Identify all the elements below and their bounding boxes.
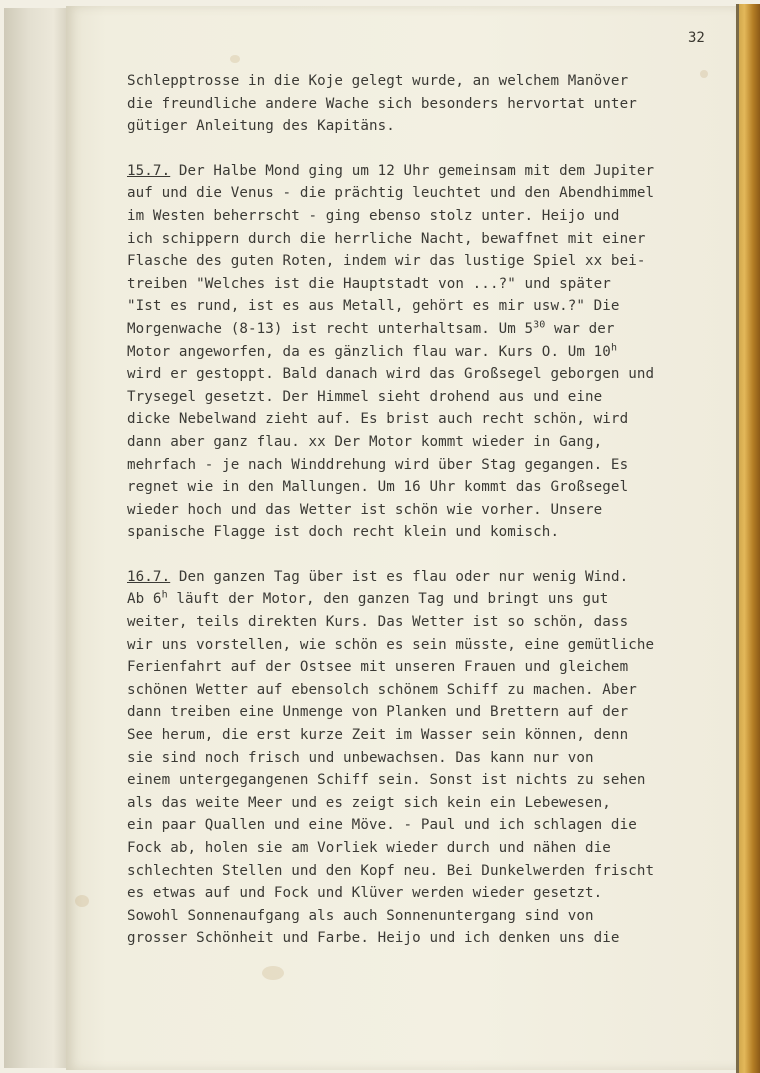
text-line: treiben "Welches ist die Hauptstadt von ...?" und später — [127, 275, 611, 292]
text-line: Morgenwache (8-13) ist recht unterhaltsam. Um $5^{30}$ war der — [127, 319, 615, 337]
text-line: Trysegel gesetzt. Der Himmel sieht drohend aus und eine — [127, 388, 603, 405]
text-line: grosser Schönheit und Farbe. Heijo und ich denken uns die — [127, 930, 620, 947]
text-line: wir uns vorstellen, wie schön es sein müsste, eine gemütliche — [127, 636, 655, 653]
text-line: weiter, teils direkten Kurs. Das Wetter ist so schön, dass — [127, 614, 629, 631]
text-line: Ferienfahrt auf der Ostsee mit unseren Frauen und gleichem — [127, 659, 629, 676]
page-number: 32 — [688, 30, 705, 46]
text-line: spanische Flagge ist doch recht klein und komisch. — [127, 524, 560, 541]
text-line: einem untergegangenen Schiff sein. Sonst ist nichts zu sehen — [127, 772, 646, 789]
text-line: es etwas auf und Fock und Klüver werden wieder gesetzt. — [127, 885, 603, 902]
left-page-edge — [4, 8, 67, 1068]
text-line: Fock ab, holen sie am Vorliek wieder durch und nähen die — [127, 840, 611, 856]
text-line: "Ist es rund, ist es aus Metall, gehört es mir usw.?" Die — [127, 298, 620, 315]
stain — [262, 966, 284, 980]
text-line: als das weite Meer und es zeigt sich kein ein Lebewesen, — [127, 794, 611, 811]
text-line: dann aber ganz flau. xx Der Motor kommt wieder in Gang, — [127, 433, 603, 450]
text-line: schlechten Stellen und den Kopf neu. Bei Dunkelwerden frischt — [127, 862, 655, 879]
text-line: mehrfach - je nach Winddrehung wird über Stag gegangen. Es — [127, 456, 629, 473]
text-line: dicke Nebelwand zieht auf. Es brist auch recht schön, wird — [127, 411, 629, 428]
text-line: Ab 6$^h$ läuft der Motor, den ganzen Tag und bringt uns gut — [127, 589, 609, 608]
text-line: auf und die Venus - die prächtig leuchtet und den Abendhimmel — [127, 185, 655, 202]
text-line: ein paar Quallen und eine Möve. - Paul und ich schlagen die — [127, 817, 637, 834]
text-line: wieder hoch und das Wetter ist schön wie vorher. Unsere — [127, 501, 603, 518]
text-line: See herum, die erst kurze Zeit im Wasser sein können, denn — [127, 727, 629, 744]
text-line: Sowohl Sonnenaufgang als auch Sonnenuntergang sind von — [127, 907, 594, 924]
text-line: im Westen beherrscht - ging ebenso stolz unter. Heijo und — [127, 207, 620, 224]
text-line: 16.7. Den ganzen Tag über ist es flau oder nur wenig Wind. — [127, 568, 629, 585]
stain — [75, 895, 89, 907]
text-line: Motor angeworfen, da es gänzlich flau war. Kurs O. Um 10$^h$ — [127, 341, 618, 360]
text-line: schönen Wetter auf ebensolch schönem Schiff zu machen. Aber — [127, 681, 637, 698]
text-line: gütiger Anleitung des Kapitäns. — [127, 118, 395, 135]
document-body — [127, 70, 727, 950]
text-line: Schlepptrosse in die Koje gelegt wurde, an welchem Manöver — [127, 73, 629, 89]
text-line: wird er gestoppt. Bald danach wird das Großsegel geborgen und — [127, 366, 655, 383]
text-line: ich schippern durch die herrliche Nacht, bewaffnet mit einer — [127, 230, 646, 247]
text-line: sie sind noch frisch und unbewachsen. Das kann nur von — [127, 749, 594, 766]
text-line: dann treiben eine Unmenge von Planken und Brettern auf der — [127, 704, 629, 721]
text-line: 15.7. Der Halbe Mond ging um 12 Uhr gemeinsam mit dem Jupiter — [127, 162, 655, 179]
stain — [230, 55, 240, 63]
text-line: Flasche des guten Roten, indem wir das lustige Spiel xx bei- — [127, 253, 646, 270]
text-line: die freundliche andere Wache sich besonders hervortat unter — [127, 95, 637, 112]
text-line: regnet wie in den Mallungen. Um 16 Uhr kommt das Großsegel — [127, 479, 629, 496]
entry-date: 16.7. — [127, 568, 171, 585]
entry-date: 15.7. — [127, 162, 171, 179]
book-edge — [736, 4, 760, 1073]
